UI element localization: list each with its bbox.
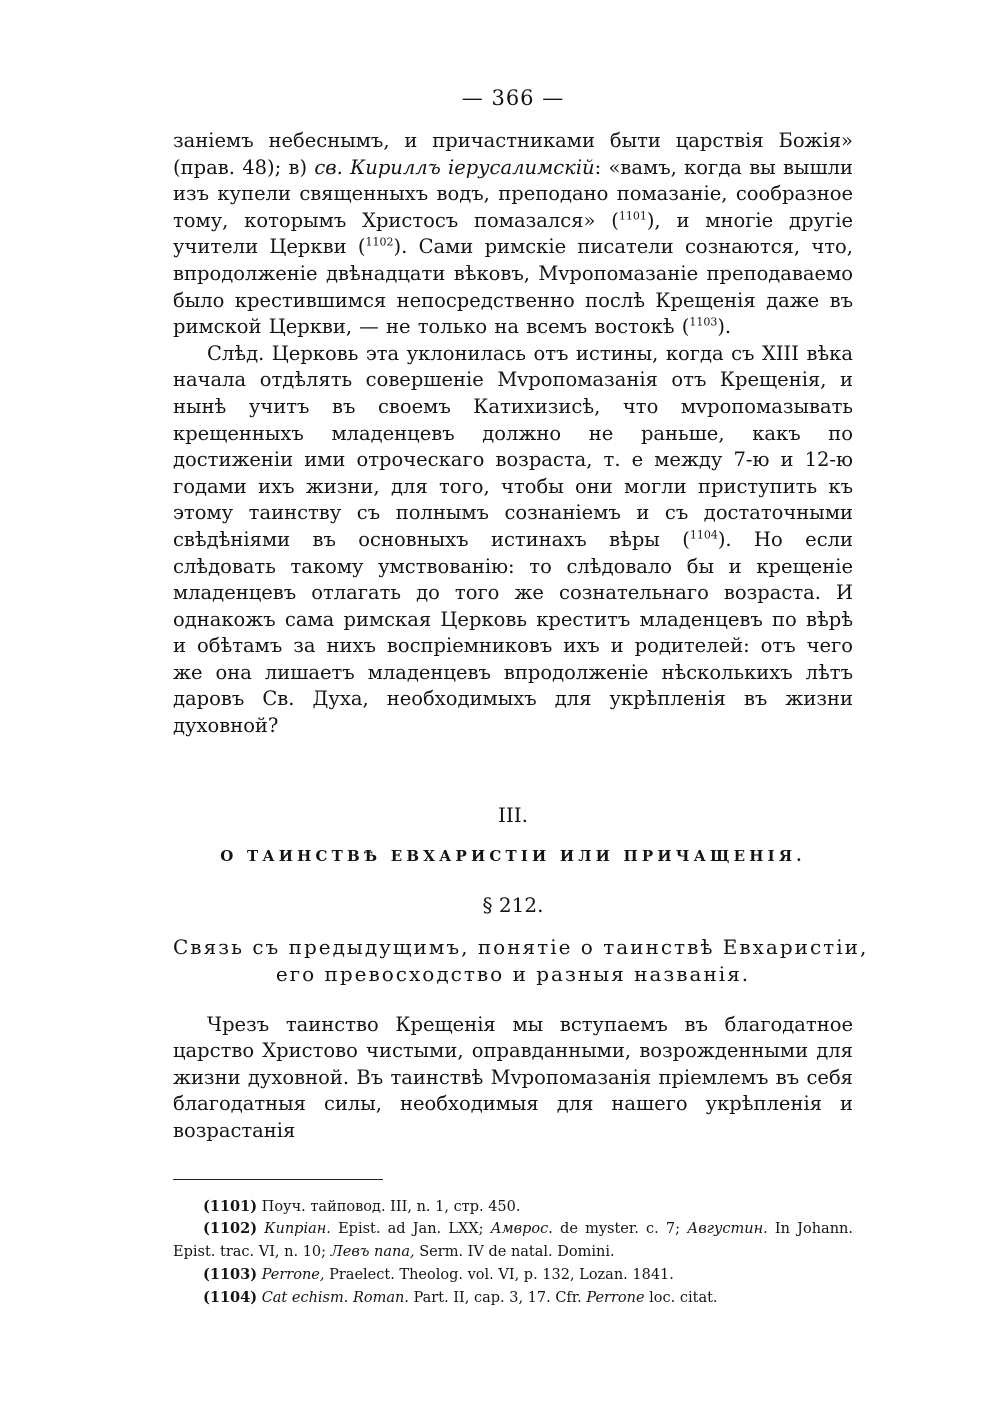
paragraph-3: Чрезъ таинство Крещенія мы вступаемъ въ благодатное царство Христово чистыми, оправданными, возрожденными для жизни духовной. Въ таинствѣ Мvропомазанія пріемлемъ въ себя благодатныя силы, необходимыя для нашего укрѣпленія и возрастанія — [173, 1012, 853, 1143]
footnote-ref-1102: 1102 — [365, 235, 394, 249]
paragraph-2-text-1: Слѣд. Церковь эта уклонилась отъ истины, когда съ XIII вѣка начала отдѣлять совершеніе Мvропомазанія отъ Крещенія, и нынѣ учитъ въ своемъ Катихизисѣ, что мvропомазывать крещенныхъ младенцевъ должно не раньше, какъ по достиженіи ими отроческаго возраста, т. е между 7-ю и 12-ю годами ихъ жизни, для того, чтобы они могли приступить къ этому таинству съ полнымъ сознаніемъ и съ достаточными свѣдѣніями въ основныхъ истинахъ вѣры ( — [173, 341, 853, 551]
footnote-text: Serm. IV de natal. Domini. — [414, 1244, 615, 1261]
footnote-text: loc. citat. — [644, 1289, 718, 1306]
page-number: — 366 — — [461, 86, 565, 110]
paragraph-1-text-5: ). — [717, 315, 732, 339]
paragraph-1-text-1: заніемъ небеснымъ, и причастниками быти царствія Божія» (прав. 48); в) — [173, 129, 853, 179]
footnote-1103 — [173, 1264, 853, 1287]
footnote-1102 — [173, 1218, 853, 1264]
footnote-author: Perrone — [586, 1289, 645, 1306]
paragraph-1-text-2: : «вамъ, когда вы вышли изъ купели священныхъ водъ, преподано помазаніе, сообразное тому, которымъ Христосъ помазался» ( — [173, 155, 854, 232]
section-number: § 212. — [482, 892, 544, 917]
footnote-author: Cat echism. Roman. — [261, 1289, 409, 1306]
chapter-number: III. — [497, 802, 529, 827]
footnote-author: Perrone, — [261, 1267, 325, 1284]
footnote-author: Августин. — [687, 1221, 768, 1238]
footnote-text: Epist. ad Jan. LXX; — [330, 1221, 491, 1238]
section-title — [173, 934, 869, 988]
footnote-author: Кипріан. — [264, 1221, 331, 1238]
footnote-text: de myster. c. 7; — [552, 1221, 688, 1238]
footnote-divider — [173, 1179, 383, 1180]
footnote-mark: (1104) — [203, 1288, 258, 1306]
paragraph-1-text-4: ). Сами римскіе писатели сознаются, что, впродолженіе двѣнадцати вѣковъ, Мvропомазаніе преподаваемо было крестившимся непосредственно послѣ Крещенія даже въ римской Церкви, — не только на всемъ востокѣ ( — [173, 235, 853, 339]
footnote-author: Левъ папа, — [330, 1244, 415, 1261]
footnote-mark: (1103) — [203, 1266, 258, 1284]
footnote-author: Амврос. — [490, 1221, 553, 1238]
paragraph-1-italic-name: св. Кириллъ іерусалимскій — [314, 155, 595, 179]
footnote-mark: (1102) — [203, 1220, 258, 1238]
footnote-text: Поуч. тайповод. III, n. 1, стр. 450. — [257, 1198, 521, 1215]
footnotes — [173, 1196, 853, 1310]
paragraph-2-text-2: ). Но если слѣдовать такому умствованію: то слѣдовало бы и крещеніе младенцевъ отлагать до того же сознательнаго возраста. И однакожъ сама римская Церковь креститъ младенцевъ по вѣрѣ и обѣтамъ за нихъ воспріемниковъ ихъ и родителей: отъ чего же она лишаетъ младенцевъ впродолженіе нѣсколькихъ лѣтъ даровъ Св. Духа, необходимыхъ для укрѣпленія въ жизни духовной? — [173, 527, 854, 738]
footnote-text: Praelect. Theolog. vol. VI, p. 132, Lozan. 1841. — [324, 1267, 674, 1284]
footnote-ref-1104: 1104 — [689, 528, 718, 542]
footnote-text: In Johann. Epist. trac. VI, n. 10; — [173, 1221, 853, 1261]
paragraph-1-text-3: ), и многіе другіе учители Церкви ( — [173, 208, 853, 259]
footnote-text: Part. II, cap. 3, 17. Cfr. — [408, 1289, 587, 1306]
footnote-ref-1103: 1103 — [689, 315, 718, 329]
paragraph-2 — [173, 341, 853, 740]
footnote-ref-1101: 1101 — [618, 209, 647, 223]
footnote-mark: (1101) — [203, 1197, 258, 1215]
footnote-1104 — [173, 1287, 853, 1310]
section-title-line-1: Связь съ предыдущимъ, понятіе о таинствѣ Евхаристіи, — [173, 934, 869, 959]
book-page — [173, 84, 869, 1310]
section-title-line-2: его превосходство и разныя названія. — [275, 961, 751, 986]
chapter-title: О ТАИНСТВѢ ЕВХАРИСТІИ ИЛИ ПРИЧАЩЕНІЯ. — [220, 846, 806, 865]
paragraph-1 — [173, 128, 853, 341]
footnote-1101 — [173, 1196, 853, 1219]
